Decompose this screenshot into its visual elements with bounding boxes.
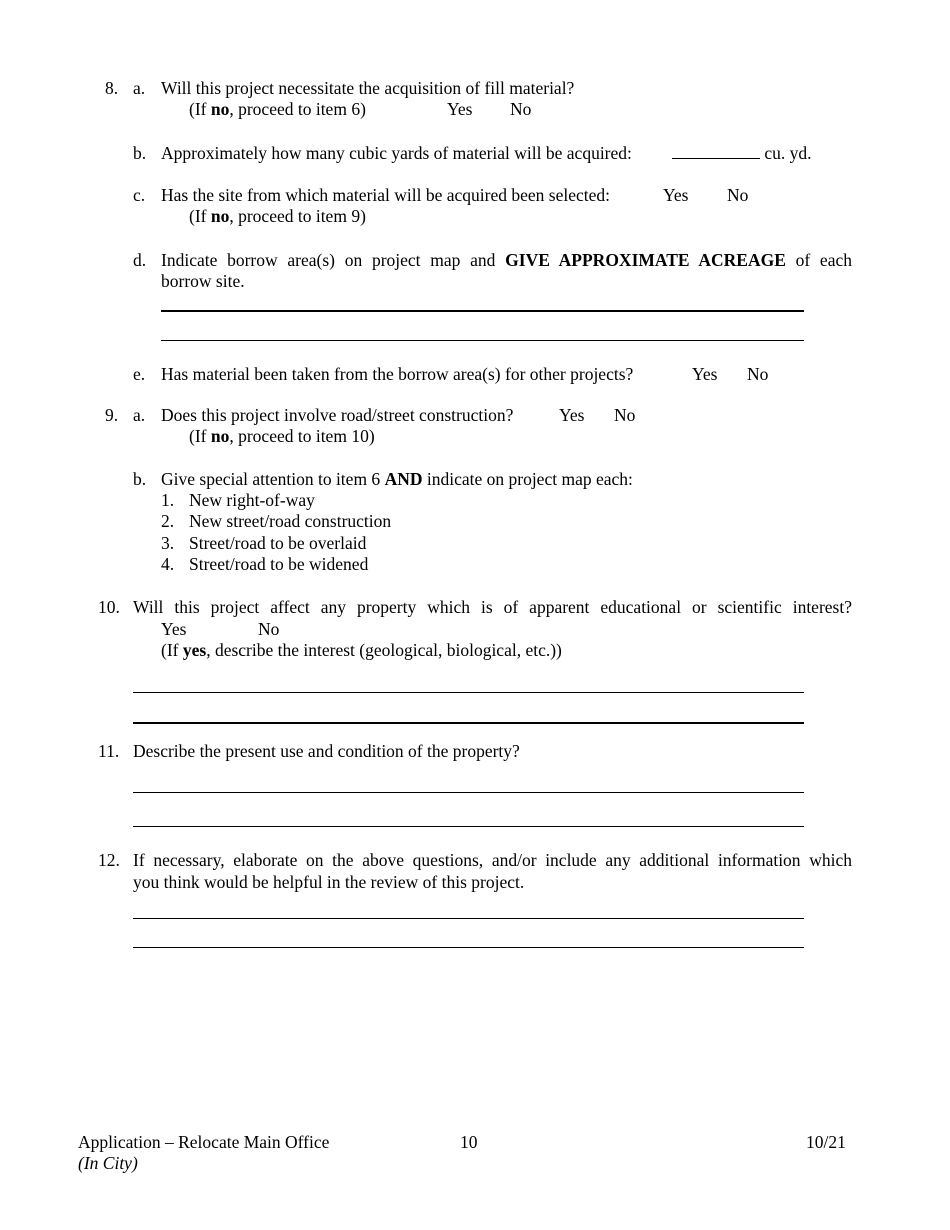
q12-question-line2: you think would be helpful in the review of this project. xyxy=(133,872,525,892)
q8e-yes-option[interactable]: Yes xyxy=(692,364,718,384)
q8-number: 8. xyxy=(105,78,119,98)
footer-date: 10/21 xyxy=(806,1132,846,1152)
list-item: New street/road construction xyxy=(189,511,392,531)
q8c-yes-option[interactable]: Yes xyxy=(663,185,689,205)
q11-answer-line-2[interactable] xyxy=(133,826,804,827)
q9a-letter: a. xyxy=(133,405,146,425)
q9a-no-option[interactable]: No xyxy=(614,405,636,425)
list-item: Street/road to be widened xyxy=(189,554,369,574)
q8a-yes-option[interactable]: Yes xyxy=(447,99,473,119)
q8e-question: Has material been taken from the borrow area(s) for other projects? xyxy=(161,364,634,384)
q10-note: (If yes, describe the interest (geological, biological, etc.)) xyxy=(161,640,562,660)
footer-page-number: 10 xyxy=(460,1132,478,1152)
q10-no-option[interactable]: No xyxy=(258,619,280,639)
footer-title: Application – Relocate Main Office xyxy=(78,1132,330,1152)
q11-number: 11. xyxy=(98,741,120,761)
q9a-question: Does this project involve road/street construction? xyxy=(161,405,514,425)
list-item: Street/road to be overlaid xyxy=(189,533,367,553)
q8d-question: Indicate borrow area(s) on project map and GIVE APPROXIMATE ACREAGE of each xyxy=(161,250,852,270)
q8b-unit: cu. yd. xyxy=(764,143,812,163)
q9b-question: Give special attention to item 6 AND indicate on project map each: xyxy=(161,469,633,489)
q10-number: 10. xyxy=(98,597,120,617)
q8b-letter: b. xyxy=(133,143,147,163)
list-item-number: 1. xyxy=(161,490,175,510)
q8a-letter: a. xyxy=(133,78,146,98)
q8d-question-line2: borrow site. xyxy=(161,271,245,291)
q8c-letter: c. xyxy=(133,185,146,205)
q11-answer-line-1[interactable] xyxy=(133,792,804,793)
q8c-note: (If no, proceed to item 9) xyxy=(189,206,366,226)
list-item-number: 2. xyxy=(161,511,175,531)
list-item: New right-of-way xyxy=(189,490,315,510)
q8d-answer-line-1[interactable] xyxy=(161,310,804,312)
q12-answer-line-1[interactable] xyxy=(133,918,804,919)
q10-answer-line-1[interactable] xyxy=(133,692,804,693)
q9a-note: (If no, proceed to item 10) xyxy=(189,426,375,446)
q9b-letter: b. xyxy=(133,469,147,489)
q8a-note: (If no, proceed to item 6) xyxy=(189,99,366,119)
q10-yes-option[interactable]: Yes xyxy=(161,619,187,639)
q8c-question: Has the site from which material will be acquired been selected: xyxy=(161,185,610,205)
q10-question: Will this project affect any property which is of apparent educational or scientific interest? xyxy=(133,597,852,617)
q9a-yes-option[interactable]: Yes xyxy=(559,405,585,425)
q8b-cubic-yards-field[interactable] xyxy=(672,143,812,164)
q8c-no-option[interactable]: No xyxy=(727,185,749,205)
q10-answer-line-2[interactable] xyxy=(133,722,804,724)
q12-answer-line-2[interactable] xyxy=(133,947,804,948)
list-item-number: 4. xyxy=(161,554,175,574)
q12-question: If necessary, elaborate on the above questions, and/or include any additional information which xyxy=(133,850,852,870)
q8d-letter: d. xyxy=(133,250,147,270)
q12-number: 12. xyxy=(98,850,120,870)
q9-number: 9. xyxy=(105,405,119,425)
footer-subtitle: (In City) xyxy=(78,1153,138,1173)
list-item-number: 3. xyxy=(161,533,175,553)
q8a-no-option[interactable]: No xyxy=(510,99,532,119)
q11-question: Describe the present use and condition of the property? xyxy=(133,741,520,761)
q8a-question: Will this project necessitate the acquisition of fill material? xyxy=(161,78,575,98)
q8b-question: Approximately how many cubic yards of material will be acquired: xyxy=(161,143,632,163)
q8d-answer-line-2[interactable] xyxy=(161,340,804,341)
q8e-letter: e. xyxy=(133,364,146,384)
q8e-no-option[interactable]: No xyxy=(747,364,769,384)
